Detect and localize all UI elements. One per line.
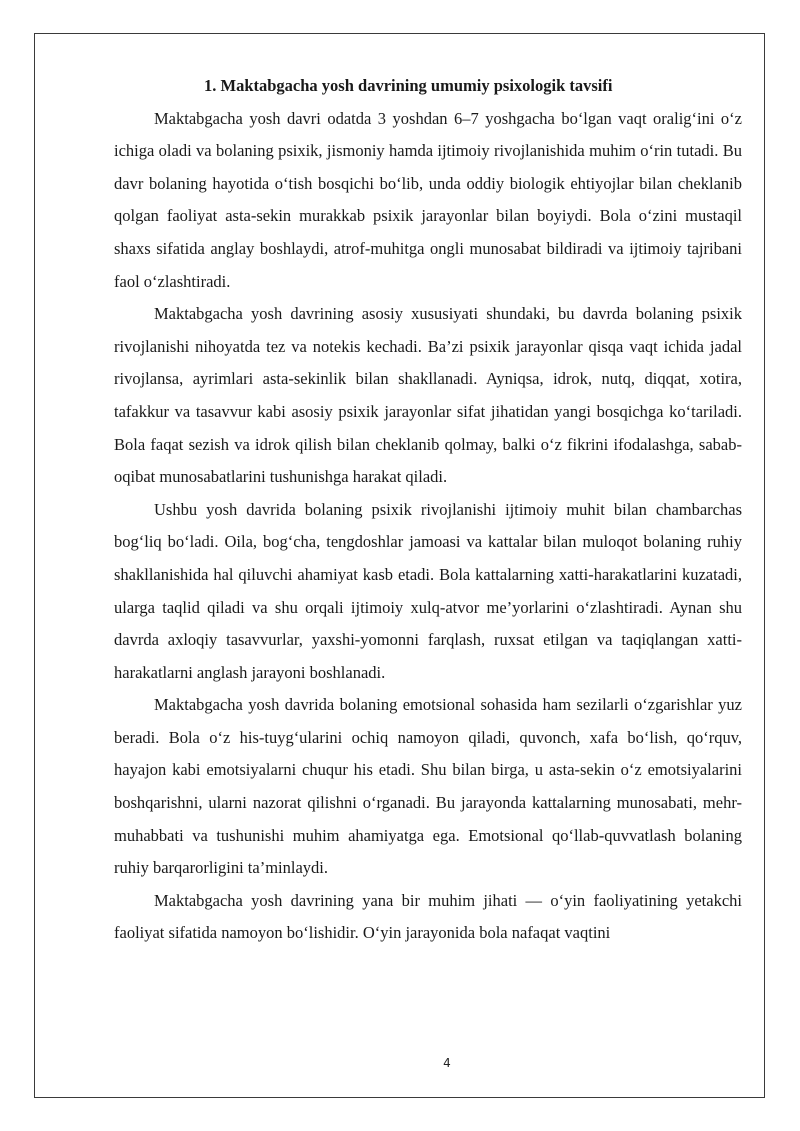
paragraph: Maktabgacha yosh davrida bolaning emotsional sohasida ham sezilarli o‘zgarishlar yuz beradi. Bola o‘z his-tuyg‘ularini ochiq namoyon qiladi, quvonch, xafa bo‘lish, qo‘rquv, hayajon kabi emotsiyalarni chuqur his etadi. Shu bilan birga, u asta-sekin o‘z emotsiyalarini boshqarishni, ularni nazorat qilishni o‘rganadi. Bu jarayonda kattalarning munosabati, mehr-muhabbati va tushunishi muhim ahamiyatga ega. Emotsional qo‘llab-quvvatlash bolaning ruhiy barqarorligini ta’minlaydi. [114,695,742,878]
paragraph: Ushbu yosh davrida bolaning psixik rivojlanishi ijtimoiy muhit bilan chambarchas bog‘liq bo‘ladi. Oila, bog‘cha, tengdoshlar jamoasi va kattalar bilan muloqot bolaning ruhiy shakllanishida hal qiluvchi ahamiyat kasb etadi. Bola kattalarning xatti-harakatlarini kuzatadi, ularga taqlid qiladi va shu orqali ijtimoiy xulq-atvor me’yorlarini o‘zlashtiradi. Aynan shu davrda axloqiy tasavvurlar, yaxshi-yomonni farqlash, ruxsat etilgan va taqiqlangan xatti-harakatlarni anglash jarayoni boshlanadi. [114,499,742,682]
paragraph: Maktabgacha yosh davrining asosiy xususiyati shundaki, bu davrda bolaning psixik rivojlanishi nihoyatda tez va notekis kechadi. Ba’zi psixik jarayonlar qisqa vaqt ichida jadal rivojlansa, ayrimlari asta-sekinlik bilan shakllanadi. Ayniqsa, idrok, nutq, diqqat, xotira, tafakkur va tasavvur kabi asosiy psixik jarayonlar sifat jihatidan yangi bosqichga ko‘tariladi. Bola faqat sezish va idrok qilish bilan cheklanib qolmay, balki o‘z fikrini ifodalashga, sabab-oqibat munosabatlarini tushunishga harakat qiladi. [114,304,742,487]
paragraph: Maktabgacha yosh davri odatda 3 yoshdan 6–7 yoshgacha bo‘lgan vaqt oralig‘ini o‘z ichiga oladi va bolaning psixik, jismoniy hamda ijtimoiy rivojlanishida muhim o‘rin tutadi. Bu davr bolaning hayotida o‘tish bosqichi bo‘lib, unda oddiy biologik ehtiyojlar bilan cheklanib qolgan faoliyat asta-sekin murakkab psixik jarayonlar bilan boyiydi. Bola o‘zini mustaqil shaxs sifatida anglay boshlaydi, atrof-muhitga ongli munosabat bildiradi va ijtimoiy tajribani faol o‘zlashtiradi. [114,108,742,291]
document-body [114,70,742,950]
paragraph: Maktabgacha yosh davrining yana bir muhim jihati — o‘yin faoliyatining yetakchi faoliyat sifatida namoyon bo‘lishidir. O‘yin jarayonida bola nafaqat vaqtini [114,890,742,943]
page-number: 4 [443,1056,451,1070]
section-heading: 1. Maktabgacha yosh davrining umumiy psixologik tavsifi [204,76,613,95]
